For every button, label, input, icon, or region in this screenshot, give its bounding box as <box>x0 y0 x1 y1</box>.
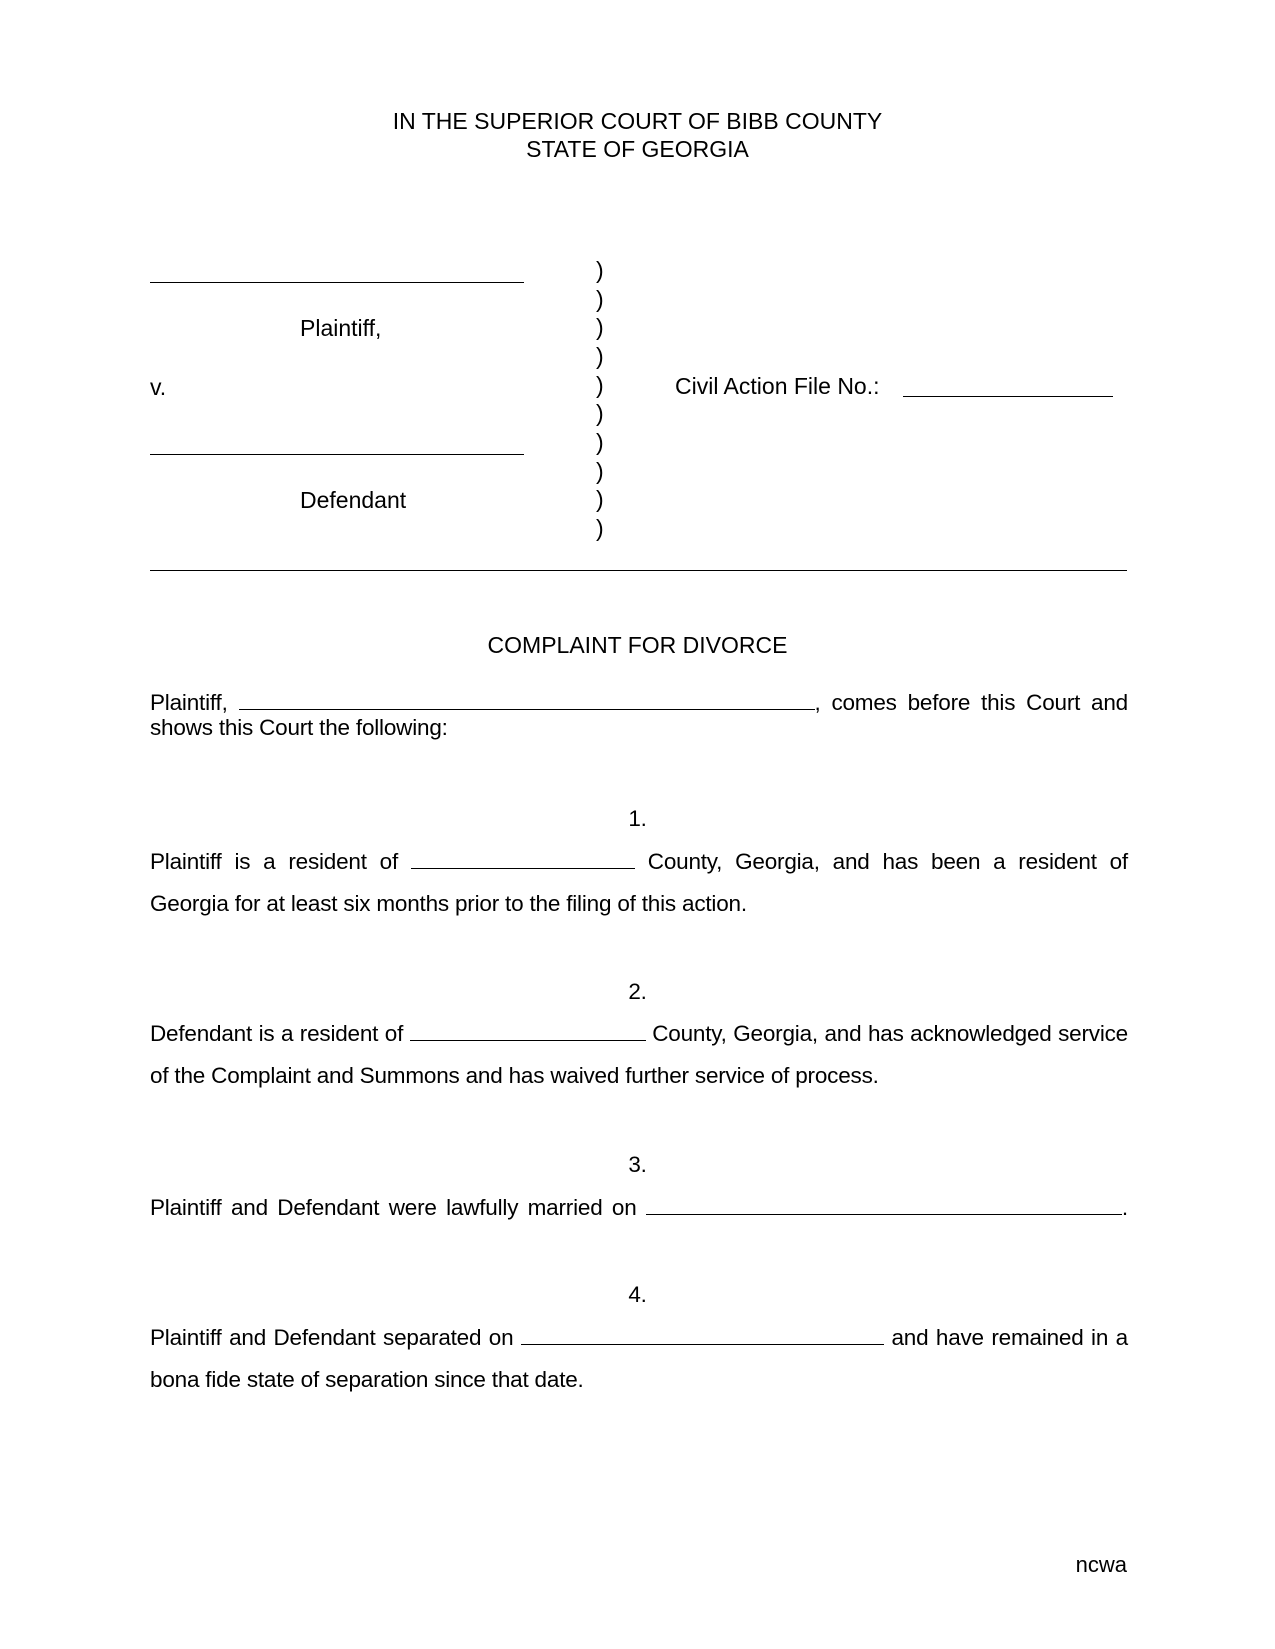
caption-paren: ) <box>596 429 604 455</box>
paragraph-4-line-1 <box>150 1324 1128 1350</box>
paragraph-number: 2. <box>628 979 647 1004</box>
caption-paren: ) <box>596 458 604 484</box>
intro-suffix: , comes before this Court and <box>814 690 1128 715</box>
court-heading: IN THE SUPERIOR COURT OF BIBB COUNTY <box>392 108 883 134</box>
paragraph-number: 4. <box>628 1282 647 1307</box>
caption-paren: ) <box>596 515 604 541</box>
paragraph-3-prefix: Plaintiff and Defendant were lawfully married on <box>150 1195 637 1220</box>
caption-paren: ) <box>596 486 604 512</box>
document-title: COMPLAINT FOR DIVORCE <box>487 632 788 658</box>
paragraph-3 <box>150 1194 1128 1220</box>
paragraph-2-line-2: of the Complaint and Summons and has waived further service of process. <box>150 1063 879 1088</box>
caption-paren: ) <box>596 372 604 398</box>
civil-action-file-label: Civil Action File No.: <box>675 373 880 399</box>
paragraph-1-line-1 <box>150 848 1128 874</box>
paragraph-2-line-1 <box>150 1020 1128 1046</box>
paragraph-1 <box>150 848 1128 917</box>
plaintiff-name-field[interactable] <box>150 282 524 283</box>
plaintiff-full-name-field[interactable] <box>239 689 815 710</box>
caption-paren: ) <box>596 257 604 283</box>
paragraph-1-prefix: Plaintiff is a resident of <box>150 849 399 874</box>
paragraph-number: 1. <box>628 806 647 831</box>
defendant-county-field[interactable] <box>410 1020 646 1041</box>
paragraph-3-suffix: . <box>1121 1195 1128 1220</box>
caption-paren: ) <box>596 343 604 369</box>
paragraph-3-line-1 <box>150 1194 1128 1220</box>
defendant-name-field[interactable] <box>150 454 524 455</box>
paragraph-4-line-2: bona fide state of separation since that date. <box>150 1367 584 1392</box>
caption-divider <box>150 570 1127 571</box>
paragraph-4-prefix: Plaintiff and Defendant separated on <box>150 1325 514 1350</box>
versus-label: v. <box>150 374 167 400</box>
footer-mark: ncwa <box>1075 1552 1127 1577</box>
marriage-date-field[interactable] <box>646 1194 1122 1215</box>
separation-date-field[interactable] <box>521 1324 884 1345</box>
intro-paragraph <box>150 689 1128 741</box>
paragraph-2-suffix: County, Georgia, and has acknowledged service <box>652 1021 1129 1046</box>
paragraph-4-suffix: and have remained in a <box>891 1325 1128 1350</box>
caption-paren: ) <box>596 286 604 312</box>
state-heading: STATE OF GEORGIA <box>526 136 749 162</box>
paragraph-4 <box>150 1324 1128 1393</box>
caption-paren: ) <box>596 314 604 340</box>
paragraph-2-prefix: Defendant is a resident of <box>150 1021 404 1046</box>
civil-action-file-number-field[interactable] <box>903 396 1113 397</box>
paragraph-2 <box>150 1020 1128 1089</box>
paragraph-1-line-2: Georgia for at least six months prior to the filing of this action. <box>150 891 747 916</box>
intro-prefix: Plaintiff, <box>150 690 228 715</box>
intro-line-2: shows this Court the following: <box>150 715 448 740</box>
plaintiff-label: Plaintiff, <box>300 315 382 341</box>
caption-paren: ) <box>596 400 604 426</box>
paragraph-number: 3. <box>628 1152 647 1177</box>
paragraph-1-suffix: County, Georgia, and has been a resident of <box>647 849 1128 874</box>
defendant-label: Defendant <box>300 487 407 513</box>
plaintiff-county-field[interactable] <box>411 848 635 869</box>
intro-line-1 <box>150 689 1128 715</box>
